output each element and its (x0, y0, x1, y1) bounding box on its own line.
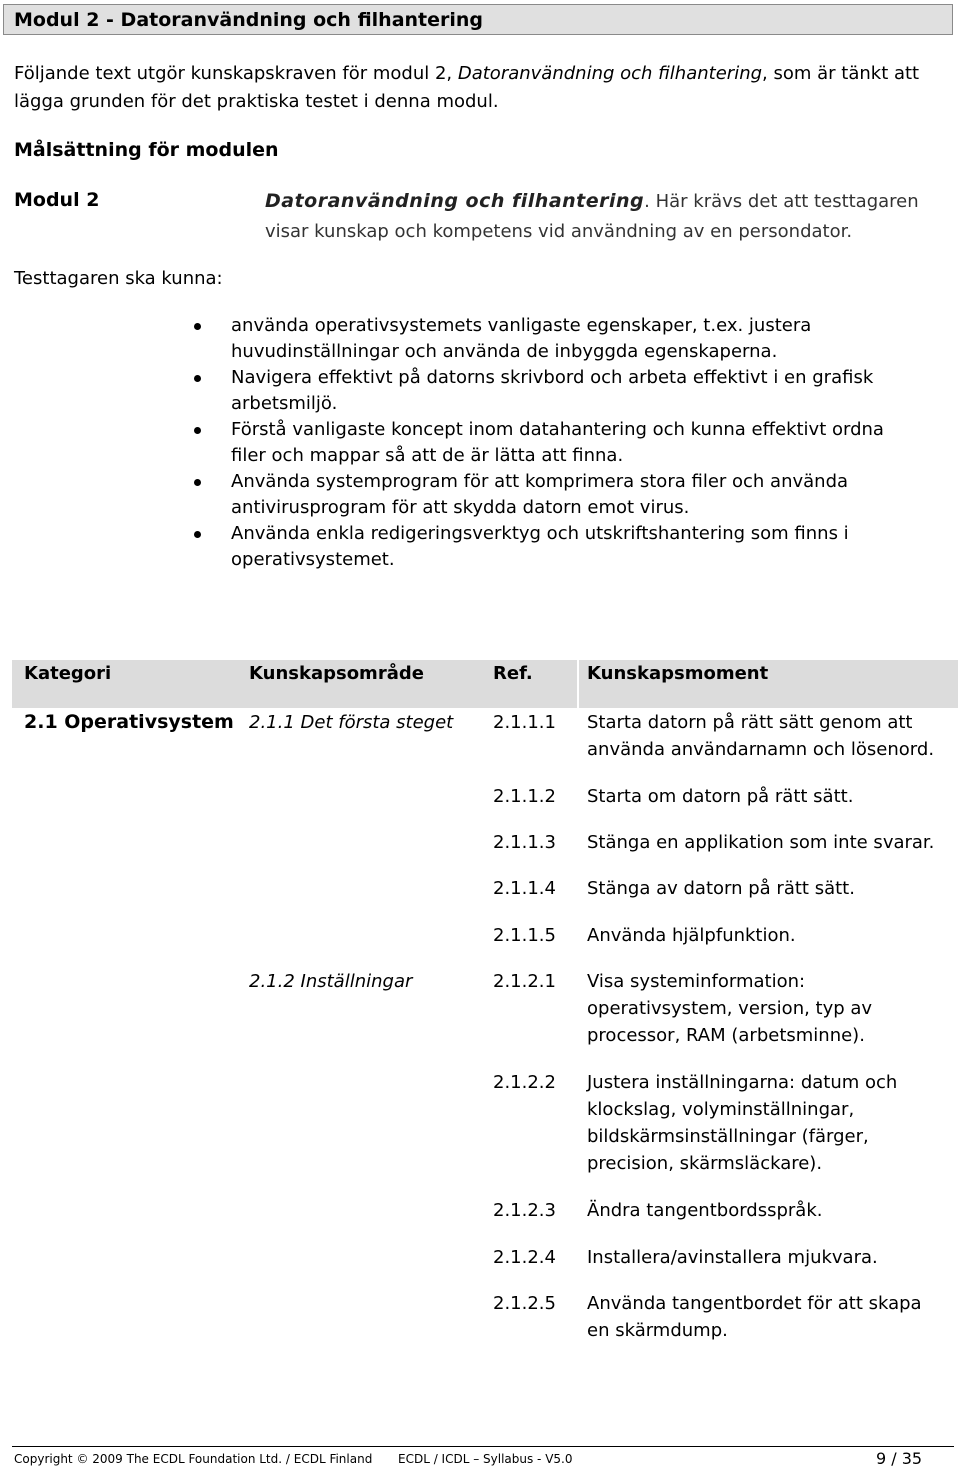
list-item: Navigera effektivt på datorns skrivbord och arbeta effektivt i en grafisk arbetsmiljö. (192, 365, 912, 417)
ref-cell: 2.1.1.3 (493, 832, 556, 853)
ref-cell: 2.1.1.4 (493, 878, 556, 899)
bullet-icon (194, 375, 201, 382)
footer-syllabus: ECDL / ICDL – Syllabus - V5.0 (398, 1452, 573, 1466)
area-cell: 2.1.1 Det första steget (249, 712, 454, 733)
bullet-icon (194, 479, 201, 486)
bullet-icon (194, 531, 201, 538)
header-category: Kategori (24, 663, 112, 684)
list-item: Förstå vanligaste koncept inom datahantering och kunna effektivt ordna filer och mappar så att de är lätta att finna. (192, 417, 912, 469)
module-name: Datoranvändning och filhantering (265, 190, 645, 212)
header-ref: Ref. (493, 663, 533, 684)
header-area: Kunskapsområde (249, 663, 424, 684)
moment-cell: Starta om datorn på rätt sätt. (587, 786, 854, 807)
ref-cell: 2.1.1.2 (493, 786, 556, 807)
goal-heading: Målsättning för modulen (14, 139, 279, 161)
list-item: Använda systemprogram för att komprimera stora filer och använda antivirusprogram för att skydda datorn emot virus. (192, 469, 912, 521)
list-item: Använda enkla redigeringsverktyg och utskriftshantering som finns i operativsystemet. (192, 521, 912, 573)
page-title: Modul 2 - Datoranvändning och filhantering (14, 9, 484, 31)
intro-module-name: Datoranvändning och filhantering (457, 63, 763, 84)
table-header (12, 660, 958, 708)
moment-cell: Stänga en applikation som inte svarar. (587, 832, 935, 853)
moment-cell: Använda tangentbordet för att skapa en skärmdump. (587, 1293, 922, 1341)
ref-cell: 2.1.2.4 (493, 1247, 556, 1268)
ref-cell: 2.1.2.2 (493, 1072, 556, 1093)
page-number: 9 / 35 (876, 1449, 923, 1468)
footer-divider (12, 1446, 954, 1447)
title-bar (3, 4, 953, 35)
ref-cell: 2.1.2.1 (493, 971, 556, 992)
header-moment: Kunskapsmoment (587, 663, 769, 684)
bullet-icon (194, 323, 201, 330)
moment-cell: Stänga av datorn på rätt sätt. (587, 878, 855, 899)
requirements-list (192, 313, 912, 573)
moment-cell: Justera inställningarna: datum och klockslag, volyminställningar, bildskärmsinställningar (färger, precision, skärmsläckare). (587, 1072, 898, 1174)
list-item: använda operativsystemets vanligaste egenskaper, t.ex. justera huvudinställningar och använda de inbyggda egenskaperna. (192, 313, 912, 365)
candidate-label: Testtagaren ska kunna: (14, 268, 223, 289)
moment-cell: Använda hjälpfunktion. (587, 925, 796, 946)
intro-paragraph: Följande text utgör kunskapskraven för modul 2, Datoranvändning och filhantering, som är tänkt att lägga grunden för det praktiska testet i denna modul. (14, 63, 920, 112)
ref-cell: 2.1.2.3 (493, 1200, 556, 1221)
area-cell: 2.1.2 Inställningar (249, 971, 413, 992)
moment-cell: Visa systeminformation: operativsystem, version, typ av processor, RAM (arbetsminne). (587, 971, 873, 1046)
category-cell: 2.1 Operativsystem (24, 711, 234, 733)
ref-cell: 2.1.1.1 (493, 712, 556, 733)
module-description: Datoranvändning och filhantering. Här krävs det att testtagaren visar kunskap och kompetens vid användning av en persondator. (265, 190, 919, 242)
footer-copyright: Copyright © 2009 The ECDL Foundation Ltd. / ECDL Finland (14, 1452, 373, 1466)
moment-cell: Starta datorn på rätt sätt genom att använda användarnamn och lösenord. (587, 712, 935, 760)
moment-cell: Installera/avinstallera mjukvara. (587, 1247, 878, 1268)
bullet-icon (194, 427, 201, 434)
ref-cell: 2.1.2.5 (493, 1293, 556, 1314)
ref-cell: 2.1.1.5 (493, 925, 556, 946)
module-label: Modul 2 (14, 189, 100, 211)
moment-cell: Ändra tangentbordsspråk. (587, 1200, 823, 1221)
